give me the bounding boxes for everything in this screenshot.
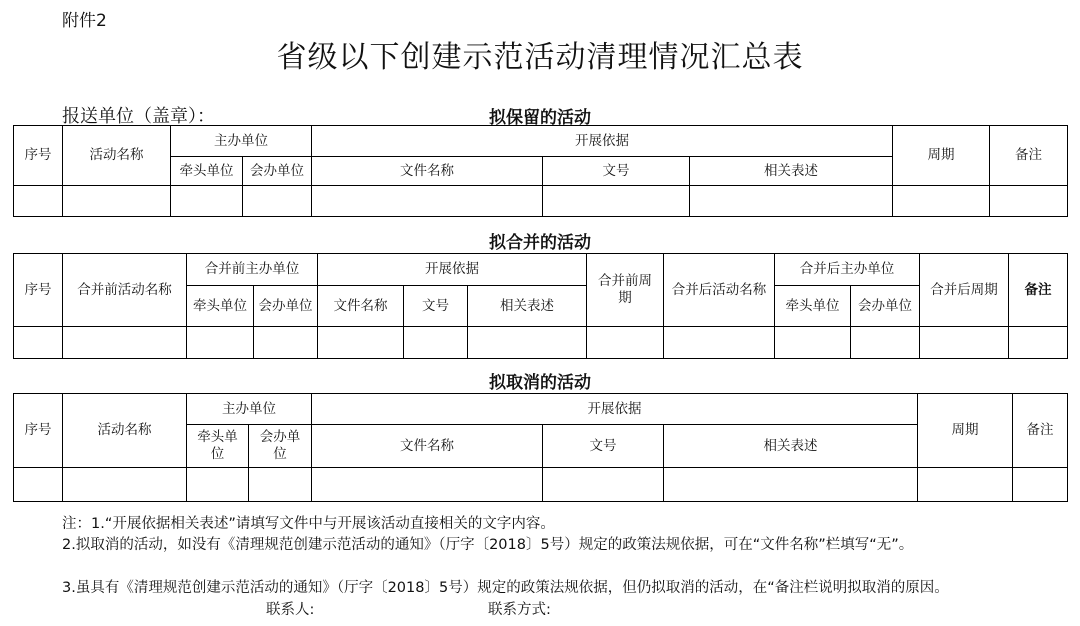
- section-heading-merge: 拟合并的活动: [489, 233, 591, 253]
- header-doc-name: 文件名称: [312, 157, 543, 186]
- table-cell[interactable]: [14, 327, 63, 359]
- header-co-unit-after: 会办单位: [851, 286, 920, 327]
- table-cell[interactable]: [1009, 327, 1068, 359]
- table-cell[interactable]: [312, 186, 543, 217]
- table-cell[interactable]: [187, 468, 249, 502]
- page-title: 省级以下创建示范活动清理情况汇总表: [276, 40, 804, 75]
- header-doc-number: 文号: [404, 286, 468, 327]
- note-3: 3.虽具有《清理规范创建示范活动的通知》（厅字〔2018〕5号）规定的政策法规依据，但仍拟取消的活动，在“备注栏说明拟取消的原因。: [62, 580, 949, 596]
- table-cell[interactable]: [63, 468, 187, 502]
- header-seq: 序号: [14, 254, 63, 327]
- retain-activities-table: [13, 125, 1068, 217]
- header-remark: 备注: [1009, 254, 1068, 327]
- header-name-after: 合并后活动名称: [664, 254, 775, 327]
- table-cell[interactable]: [318, 327, 404, 359]
- section-heading-retain: 拟保留的活动: [489, 108, 591, 128]
- header-co-unit: 会办单位: [249, 425, 312, 468]
- cancel-activities-table: [13, 393, 1068, 502]
- table-cell[interactable]: [187, 327, 254, 359]
- header-doc-number: 文号: [543, 157, 690, 186]
- header-period: 周期: [918, 394, 1013, 468]
- header-lead-unit-after: 牵头单位: [775, 286, 851, 327]
- table-cell[interactable]: [63, 186, 171, 217]
- header-basis: 开展依据: [312, 126, 893, 157]
- contact-method-label: 联系方式:: [488, 602, 551, 618]
- header-host-unit: 主办单位: [187, 394, 312, 425]
- header-seq: 序号: [14, 126, 63, 186]
- table-cell[interactable]: [468, 327, 587, 359]
- table-row: [14, 186, 1068, 217]
- header-remark: 备注: [990, 126, 1068, 186]
- header-seq: 序号: [14, 394, 63, 468]
- header-activity-name: 活动名称: [63, 126, 171, 186]
- table-cell[interactable]: [63, 327, 187, 359]
- header-basis: 开展依据: [318, 254, 587, 286]
- table-cell[interactable]: [920, 327, 1009, 359]
- table-cell[interactable]: [249, 468, 312, 502]
- header-description: 相关表述: [664, 425, 918, 468]
- header-activity-name: 活动名称: [63, 394, 187, 468]
- note-2: 2.拟取消的活动，如没有《清理规范创建示范活动的通知》（厅字〔2018〕5号）规定的政策法规依据，可在“文件名称”栏填写“无”。: [62, 537, 914, 553]
- table-cell[interactable]: [664, 468, 918, 502]
- table-cell[interactable]: [990, 186, 1068, 217]
- header-period: 周期: [893, 126, 990, 186]
- header-doc-name: 文件名称: [312, 425, 543, 468]
- header-name-before: 合并前活动名称: [63, 254, 187, 327]
- header-co-unit: 会办单位: [243, 157, 312, 186]
- table-cell[interactable]: [243, 186, 312, 217]
- table-cell[interactable]: [918, 468, 1013, 502]
- table-cell[interactable]: [543, 468, 664, 502]
- header-description: 相关表述: [468, 286, 587, 327]
- header-co-unit: 会办单位: [254, 286, 318, 327]
- table-cell[interactable]: [14, 468, 63, 502]
- header-lead-unit: 牵头单位: [171, 157, 243, 186]
- header-lead-unit: 牵头单位: [187, 286, 254, 327]
- table-cell[interactable]: [312, 468, 543, 502]
- table-row: [14, 327, 1068, 359]
- table-cell[interactable]: [893, 186, 990, 217]
- table-cell[interactable]: [664, 327, 775, 359]
- table-cell[interactable]: [543, 186, 690, 217]
- header-doc-number: 文号: [543, 425, 664, 468]
- header-period-before: 合并前周期: [587, 254, 664, 327]
- table-cell[interactable]: [171, 186, 243, 217]
- table-cell[interactable]: [775, 327, 851, 359]
- table-cell[interactable]: [254, 327, 318, 359]
- contact-person-label: 联系人:: [266, 602, 315, 618]
- header-host-unit: 主办单位: [171, 126, 312, 157]
- header-remark: 备注: [1013, 394, 1068, 468]
- table-cell[interactable]: [404, 327, 468, 359]
- submitting-unit-label: 报送单位（盖章）：: [62, 106, 215, 127]
- table-cell[interactable]: [690, 186, 893, 217]
- section-heading-cancel: 拟取消的活动: [489, 373, 591, 393]
- note-1: 注：1.“开展依据相关表述”请填写文件中与开展该活动直接相关的文字内容。: [62, 516, 555, 532]
- header-description: 相关表述: [690, 157, 893, 186]
- header-period-after: 合并后周期: [920, 254, 1009, 327]
- header-host-before: 合并前主办单位: [187, 254, 318, 286]
- table-cell[interactable]: [1013, 468, 1068, 502]
- merge-activities-table: [13, 253, 1068, 359]
- table-cell[interactable]: [587, 327, 664, 359]
- header-doc-name: 文件名称: [318, 286, 404, 327]
- table-cell[interactable]: [851, 327, 920, 359]
- table-cell[interactable]: [14, 186, 63, 217]
- table-row: [14, 468, 1068, 502]
- header-lead-unit: 牵头单位: [187, 425, 249, 468]
- attachment-label: 附件2: [62, 11, 107, 31]
- header-host-after: 合并后主办单位: [775, 254, 920, 286]
- header-basis: 开展依据: [312, 394, 918, 425]
